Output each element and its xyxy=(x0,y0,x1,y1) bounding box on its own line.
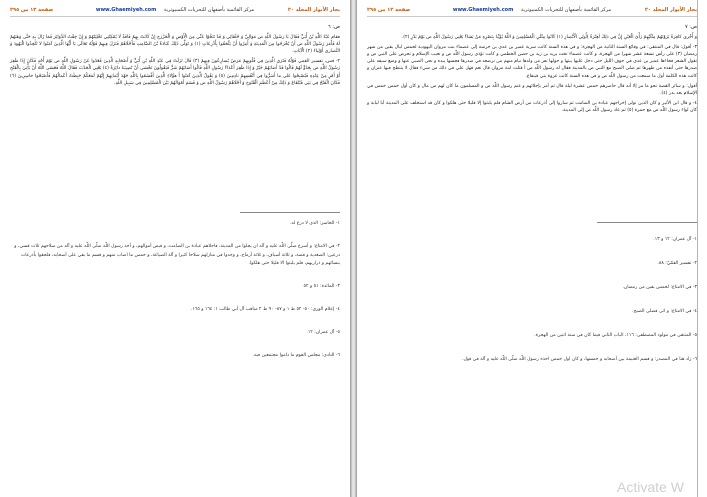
book-spine xyxy=(350,0,357,497)
right-page-edge xyxy=(697,0,698,497)
body-paragraph: ٤- و قال ابن الأثير و كان الذين تولى إخراجهم عبادة بن الصامت ثم ساروا إلى أذرعات من أرض الشام فلم يلبثوا إلا قليلا حتى هلكوا و كان قد استخلف على المدينة أبا لبابة و كان لواء رسول اللّه ص مع حمزة (٥) ثم عاد رسول اللّه ص إلى المدينة. xyxy=(367,100,697,113)
footnote: ٢- في الامتاع: و أسرع صلّى اللّه عليه و آله ان يجلوا من المدينة، فاجلاهم عبادة بن الصامت، و قبض أموالهم، و أخذ رسول اللّه صلّى اللّه عليه و آله من سلاحهم ثلاث قسي، و درعين: الصغدية و فضة، و ثلاثة أسياف، و ثلاثة أرماح، و وجدوا في منازلهم سلاحا كثيرا و آلة الصياغة، و خمس ما اصاب منهم و قسم ما بقي على أصحابه، فلحقوا بأذرعات بنسائهم و ذراريهم، فلم يلبثوا الا قليلا حتى هلكوا. xyxy=(14,244,340,266)
activate-windows-watermark: Activate W xyxy=(617,479,684,495)
right-page-header xyxy=(367,6,697,17)
right-page xyxy=(357,0,707,497)
center-org-name: مركز القائمية بأصفهان للتحريات الكمبيوترية xyxy=(520,7,612,13)
book-title: بحار الأنوار المجلد ٢٠ xyxy=(287,7,340,13)
footnote: ٦- زاد هنا في المصدر: و قسم الغنيمة بين أصحابه و خمسها، و كان اول خمس اخذه رسول اللّه صلّى اللّه عليه و آله في قول. xyxy=(461,357,697,362)
center-org-name: مركز القائمية بأصفهان للتحريات الكمبيوترية xyxy=(163,7,255,13)
body-paragraph: فقام عَبْدُ اللَّهِ بْنُ أُبَيٍّ فَقَالَ يَا رَسُولَ اللَّهِ ص مَوَالِيَّ وَ حُلَفَائِي وَ قَدْ تَنَحَّوْا عَنِّي مِنَ الْأَوْسِ وَ الْخَزْرَجِ إِنْ كَانَتْ بِهِمْ فَاقَةٌ لَا يُمْكِنُنِي تَخْلِيَتُهُمْ وَ إِنْ خِفْتُ الدَّوَائِرَ فَمَا زَالَ بِهِ حَتَّى وَهَبَهُمْ لَهُ فَأَمَرَ رَسُولُ اللَّهِ ص أَنْ يُخْرَجُوا مِنَ الْمَدِينَةِ وَ أُمِرُوا أَنْ يَلْحَقُوا بِأَذْرِعَاتٍ (١) وَ تَوَلَّى ذَلِكَ عُبَادَةُ بْنُ الصَّامِتِ فَأَجْلَاهُمْ فَنَزَلَ فِيهِمْ قَوْلُهُ تَعَالَى يَا أَيُّهَا الَّذِينَ آمَنُوا لا تَتَّخِذُوا الْيَهُودَ وَ النَّصارى أَوْلِياءَ (٢) الْآيَاتِ. xyxy=(10,35,340,55)
body-paragraph: أقول: و سائر القصة نحو ما مر إلا أنه قال حاصرهم خمس عشرة ليلة قال ثم أمر بإجلائهم و غنم رسول اللّه ص و المسلمون ما كان لهم من مال و كان أول خمس خمس في الإسلام بعد بدر (٤). xyxy=(367,83,697,96)
body-paragraph: ٢- فس، تفسير القمي قَوْلُهُ فَتَرَى الَّذِينَ فِي قُلُوبِهِمْ مَرَضٌ يُسارِعُونَ فِيهِمْ (٣) قَالَ نَزَلَتْ فِي عَبْدِ اللَّهِ بْنِ أُبَيٍّ وَ أَصْحَابِهِ الَّذِينَ قَعَدُوا عَنْ رَسُولِ اللَّهِ ص يَوْمَ أُحُدٍ فَكَانَ إِذَا ظَفِرَ رَسُولُ اللَّهِ ص بِعَدُوٍّ لَهُمْ قَالُوا قَدْ أَصَابَهُمْ خَيْرٌ وَ إِذَا ظَفِرَ أَعْدَاءُ رَسُولِ اللَّهِ قَالُوا أَصَابَهُمْ شَرٌّ فَيَقُولُونَ نَخْشى أَنْ تُصِيبَنا دائِرَةٌ (٤) يَعْنِي الْجَدْبَ فَقَالَ اللَّهُ فَعَسَى اللَّهُ أَنْ يَأْتِيَ بِالْفَتْحِ أَوْ أَمْرٍ مِنْ عِنْدِهِ فَيُصْبِحُوا عَلى ما أَسَرُّوا فِي أَنْفُسِهِمْ نادِمِينَ (٥) وَ يَقُولُ الَّذِينَ آمَنُوا أَ هؤُلاءِ الَّذِينَ أَقْسَمُوا بِاللَّهِ جَهْدَ أَيْمانِهِمْ إِنَّهُمْ لَمَعَكُمْ حَبِطَتْ أَعْمالُهُمْ فَأَصْبَحُوا خاسِرِينَ (٦) فَكَانَ الْفَتْحُ فِي بَنِي قَيْنُقَاعَ وَ ذَلِكَ مِنْ أَعْظَمِ الْفُتُوحِ وَ أَجْلَاهُمْ رَسُولُ اللَّهِ ص وَ قَسَمَ أَمْوَالَهُمْ بَيْنَ الْمُسْلِمِينَ فِي سَبِيلِ اللَّهِ. xyxy=(10,59,341,86)
left-footnotes xyxy=(10,220,340,359)
header-center xyxy=(96,6,254,14)
site-link[interactable]: www.Ghaemiyeh.com xyxy=(95,7,157,13)
footnote: ٤- في الامتاع: و اتى فصلى الصبح. xyxy=(632,309,697,314)
page-number-label: صفحة ١٣ من ٢٩٥ xyxy=(10,7,54,13)
body-paragraph: وَ أُخْرى كافِرَةٌ يَرَوْنَهُمْ مِثْلَيْهِمْ رَأْيَ الْعَيْنِ إِنَّ فِي ذلِكَ لَعِبْرَةً لِأُولِي الْأَبْصارِ (١) كَانُوا مِثْلَيِ الْمُسْلِمِينَ وَ اللَّهُ يُؤَيِّدُ بِنَصْرِهِ مَنْ يَشاءُ يَعْنِي رَسُولَ اللَّهِ ص يَوْمَ بَدْرٍ (٢). xyxy=(401,35,697,41)
book-title: بحار الأنوار المجلد ٢٠ xyxy=(644,7,697,13)
right-page-body xyxy=(367,24,697,117)
left-page-body xyxy=(10,24,340,90)
footnote-divider xyxy=(597,222,697,223)
footnote-divider xyxy=(240,212,340,213)
footnote: ١- الحاسر: الذي لا درع له. xyxy=(289,221,340,226)
footnote: ٦- النادي: مجلس القوم ما داموا مجتمعين فيه. xyxy=(252,352,340,358)
footnote: ٥- المنتقى في مولود المصطفى: ١١٦، الباب الثاني فيما كان في سنة اثنين من الهجرة. xyxy=(534,333,697,338)
left-page-header xyxy=(10,6,340,17)
right-footnotes xyxy=(367,236,697,364)
left-page xyxy=(0,0,350,497)
site-link[interactable]: www.Ghaemiyeh.com xyxy=(452,7,514,13)
footnote: ٤- إعلام الورى: ٥٠- ٥٢ ط ١ و ٨٧- ٩٠ ط ٢ مناقب آل أبي طالب ١: ١٦٤ و ١٦٥. xyxy=(190,306,340,312)
footnote: ١- آل عمران: ١٢ و ١٣. xyxy=(653,237,697,242)
footnote: ٣- المائدة: ٥١ و ٥٢ xyxy=(303,283,340,289)
footnote: ٥- آل عمران: ١٢. xyxy=(306,329,340,335)
footnote: ٣- في الامتاع: لخمس بقين من رمضان. xyxy=(622,285,697,290)
page-number-label: صفحة ١٢ من ٢٩٥ xyxy=(367,7,411,13)
page-ref: ص: ٦ xyxy=(327,24,340,30)
header-center xyxy=(453,6,611,14)
page-ref: ص: ٧ xyxy=(684,24,697,30)
footnote: ٢- تفسير القمّيّ: ٨٨. xyxy=(657,261,697,266)
body-paragraph: ٣- أقول: قال في المنتقى: في وقائع السنة الثانية من الهجرة: و في هذه السنة كانت سرية عمير بن عدي بن خرشة إلى عصماء بنت مروان اليهودية لخمس ليال بقين من شهر رمضان (٣) على رأس تسعة عشر شهرا من الهجرة، و كانت عصماء تحت يزيد بن زيد بن حصن الخطمي و كانت تؤذي رسول اللّه ص و تعيب الإسلام و تحرض على النبي ص و تقول الشعر فجاءها عمير بن عدي في جوف الليل حتى دخل عليها بيتها و حولها نفر من ولدها نيام منهم من ترضعه في صدرها فجسها بيده و نحى الصبي عنها و وضع سيفه على صدرها حتى أنفذه من ظهرها ثم صلى الصبح مع النبي ص بالمدينة فقال له رسول اللّه ص أ قتلت ابنة مروان قال نعم فهل علي في ذلك من شي‌ء فقال لا ينتطح فيها عنزان و كانت هذه الكلمة أول ما سمعت من رسول اللّه ص و في هذه السنة كانت غزوة بني قينقاع. xyxy=(367,45,697,79)
